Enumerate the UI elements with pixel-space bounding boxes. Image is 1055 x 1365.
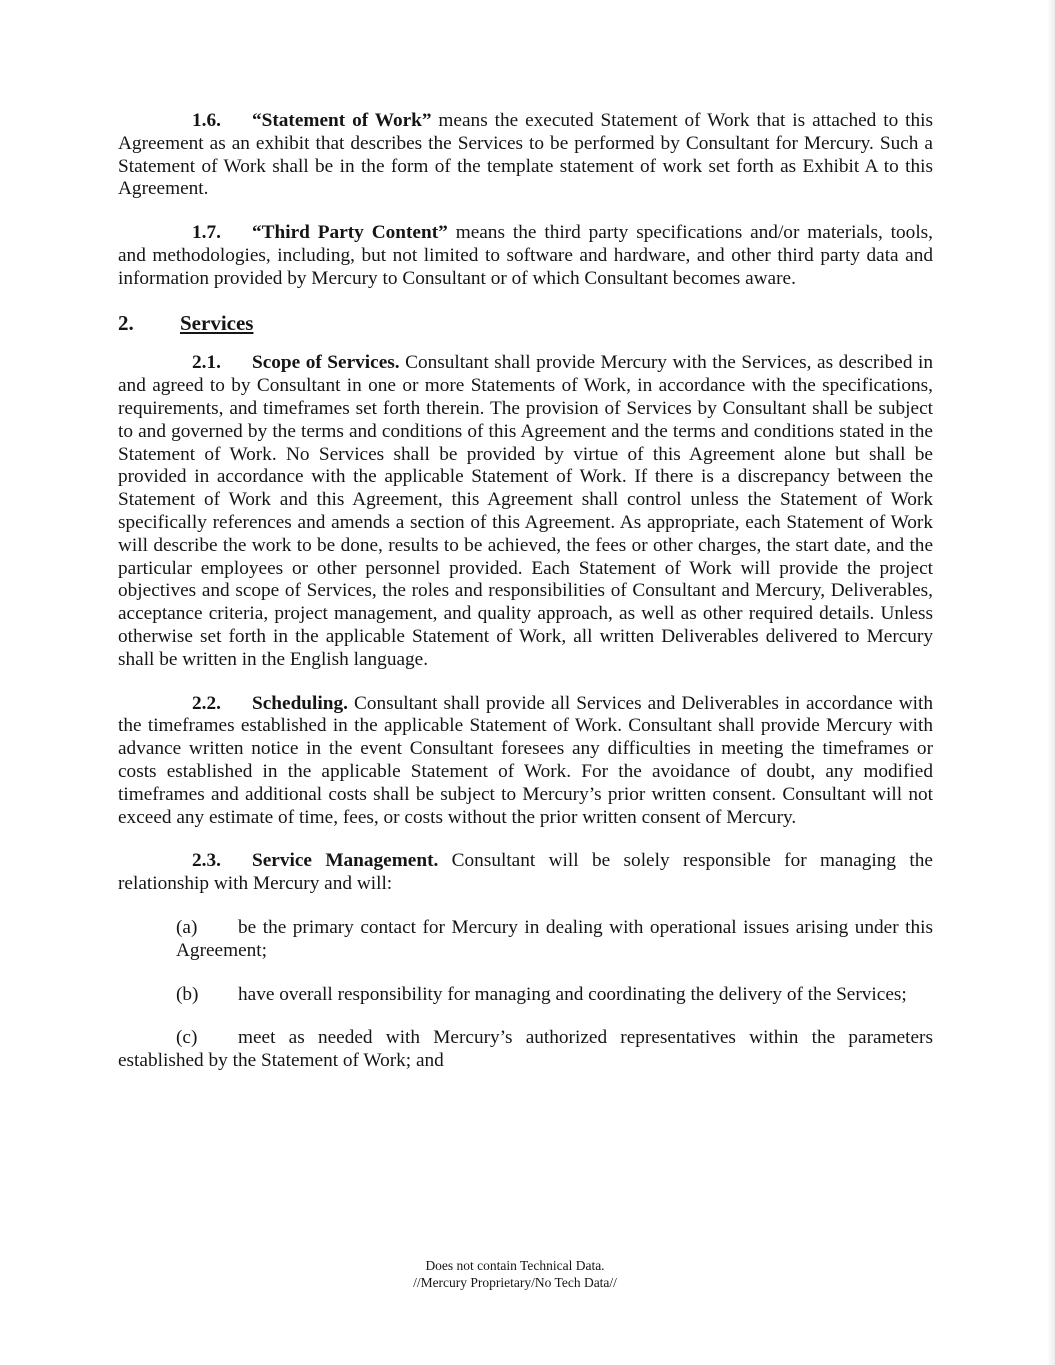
list-text: have overall responsibility for managing and coordinating the delivery of the Services;: [238, 983, 907, 1005]
section-2-heading: [118, 312, 933, 335]
section-number: 1.7.: [192, 222, 221, 244]
section-text: Consultant shall provide all Services and Deliverables in accordance with the timeframes established in the applicable Statement of Work. Consultant shall provide Mercury with advance written notice in the event Consultant foresees any difficulties in meeting the timeframes or costs established in the applicable Statement of Work. For the avoidance of doubt, any modified timeframes and additional costs shall be subject to Mercury’s prior written consent. Consultant will not exceed any estimate of time, fees, or costs without the prior written consent of Mercury.: [118, 692, 933, 828]
section-number: 2.2.: [192, 692, 221, 714]
section-1-6: [118, 110, 933, 201]
section-number: 2.3.: [192, 850, 221, 872]
section-title: Scope of Services.: [252, 352, 400, 374]
section-2-1: [118, 352, 933, 671]
list-text: be the primary contact for Mercury in dealing with operational issues arising under this Agreement;: [176, 916, 933, 961]
heading-number: 2.: [118, 310, 134, 335]
list-label: (c): [176, 1027, 198, 1049]
list-label: (b): [176, 983, 199, 1005]
defined-term: “Statement of Work”: [252, 110, 432, 131]
section-number: 1.6.: [192, 110, 221, 131]
section-2-3: [118, 850, 933, 896]
section-title: Service Management.: [252, 850, 439, 872]
section-text: means the executed Statement of Work that is attached to this Agreement as an exhibit that describes the Services to be performed by Consultant for Mercury. Such a Statement of Work shall be in the form of the template statement of work set forth as Exhibit A to this Agreement.: [118, 110, 933, 200]
section-1-7: [118, 222, 933, 290]
defined-term: “Third Party Content”: [252, 222, 448, 244]
section-2-2: [118, 693, 933, 830]
footer-line-1: Does not contain Technical Data.: [425, 1258, 605, 1273]
page-footer: [0, 1257, 1030, 1291]
list-label: (a): [176, 916, 198, 938]
list-item-b: [176, 984, 933, 1007]
section-title: Scheduling.: [252, 692, 348, 714]
heading-title: Services: [180, 310, 254, 335]
section-number: 2.1.: [192, 352, 221, 374]
section-text: means the third party specifications and/or materials, tools, and methodologies, including, but not limited to software and hardware, and other third party data and information provided by Mercury to Consultant or of which Consultant becomes aware.: [118, 222, 933, 289]
list-item-a: [176, 917, 933, 963]
list-text: meet as needed with Mercury’s authorized representatives within the parameters established by the Statement of Work; and: [118, 1027, 933, 1072]
section-text: Consultant shall provide Mercury with the Services, as described in and agreed to by Consultant in one or more Statements of Work, in accordance with the specifications, requirements, and timeframes set forth therein. The provision of Services by Consultant shall be subject to and governed by the terms and conditions of this Agreement and the terms and conditions stated in the Statement of Work. No Services shall be provided by virtue of this Agreement alone but shall be provided in accordance with the applicable Statement of Work. If there is a discrepancy between the Statement of Work and this Agreement, this Agreement shall control unless the Statement of Work specifically references and amends a section of this Agreement. As appropriate, each Statement of Work will describe the work to be done, results to be achieved, the fees or other charges, the start date, and the particular employees or other personnel provided. Each Statement of Work will provide the project objectives and scope of Services, the roles and responsibilities of Consultant and Mercury, Deliverables, acceptance criteria, project management, and quality approach, as well as other required details. Unless otherwise set forth in the applicable Statement of Work, all written Deliverables delivered to Mercury shall be written in the English language.: [118, 352, 933, 670]
list-item-c: [118, 1027, 933, 1073]
document-body: [118, 110, 933, 1073]
section-text: Consultant will be solely responsible for managing the relationship with Mercury and will:: [118, 850, 933, 895]
footer-line-2: //Mercury Proprietary/No Tech Data//: [413, 1275, 617, 1290]
scan-edge-shadow: [1047, 0, 1055, 1365]
